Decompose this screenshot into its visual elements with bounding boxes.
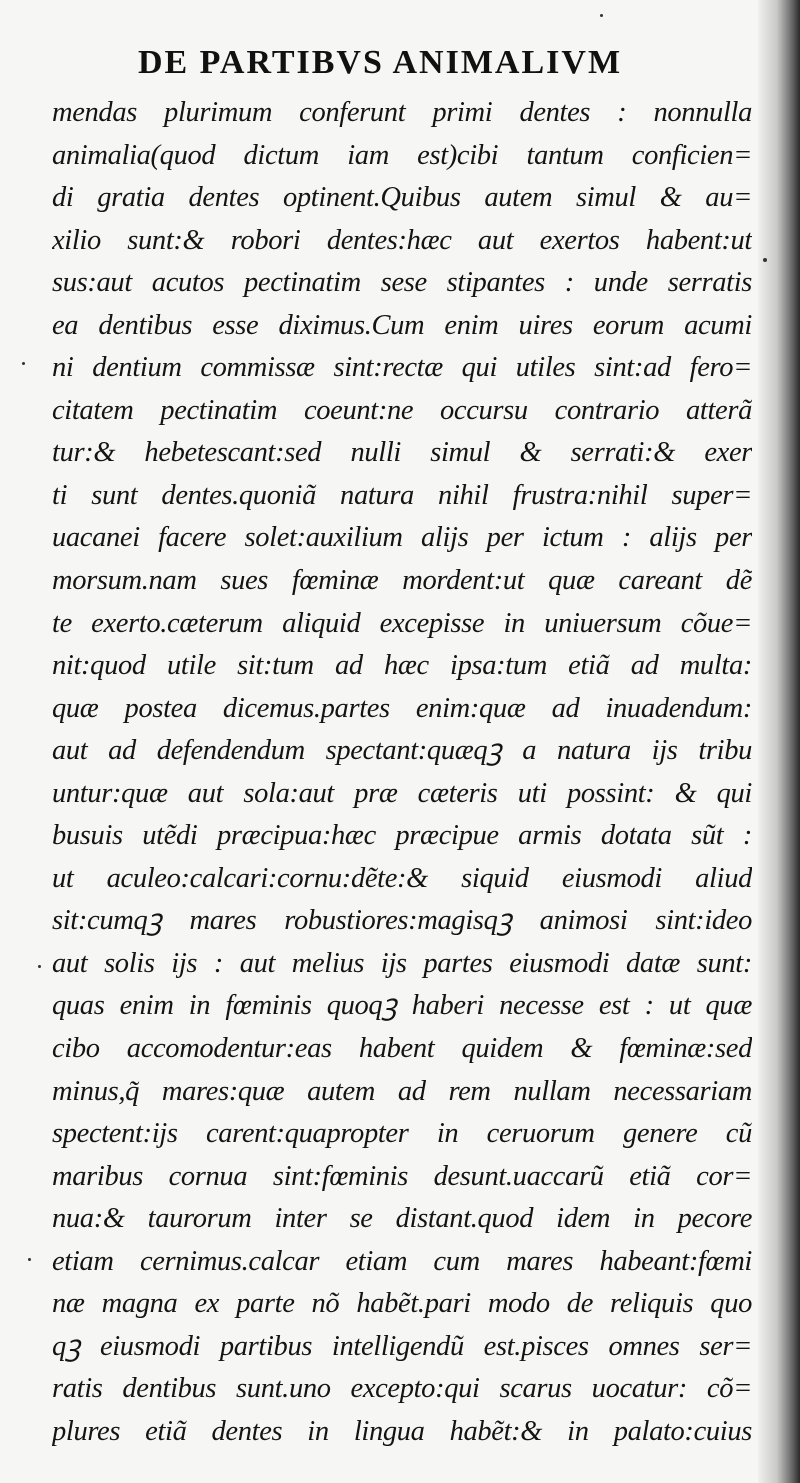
text-line: animalia(quod dictum iam est)cibi tantum conficien= xyxy=(52,139,752,171)
text-line: næ magna ex parte nõ habẽt.pari modo de reliquis quo xyxy=(52,1288,752,1320)
paper-speck xyxy=(600,14,603,17)
text-line: ni dentium commissæ sint:rectæ qui utiles sint:ad fero= xyxy=(52,352,752,384)
text-line: cibo accomodentur:eas habent quidem & fœminæ:sed xyxy=(52,1033,752,1065)
text-line: ti sunt dentes.quoniã natura nihil frustra:nihil super= xyxy=(52,479,752,511)
text-line: ut aculeo:calcari:cornu:dẽte:& siquid eiusmodi aliud xyxy=(52,862,752,894)
text-line: maribus cornua sint:fœminis desunt.uaccarũ etiã cor= xyxy=(52,1160,752,1192)
text-line: citatem pectinatim coeunt:ne occursu contrario atterã xyxy=(52,394,752,426)
text-line: quas enim in fœminis quoqꝫ haberi necesse est : ut quæ xyxy=(52,990,752,1022)
text-line: uacanei facere solet:auxilium alijs per ictum : alijs per xyxy=(52,522,752,554)
text-line: aut ad defendendum spectant:quæqꝫ a natura ijs tribu xyxy=(52,735,752,767)
text-line: mendas plurimum conferunt primi dentes : nonnulla xyxy=(52,97,752,128)
paper-speck xyxy=(28,1258,31,1261)
text-line: sit:cumqꝫ mares robustiores:magisqꝫ animosi sint:ideo xyxy=(52,905,752,937)
text-line: xilio sunt:& robori dentes:hæc aut exertos habent:ut xyxy=(52,224,752,256)
text-line: te exerto.cæterum aliquid excepisse in uniuersum cõue= xyxy=(52,607,752,639)
paper-speck xyxy=(38,965,41,968)
text-line: nua:& taurorum inter se distant.quod idem in pecore xyxy=(52,1203,752,1235)
text-line: minus,q̃ mares:quæ autem ad rem nullam necessariam xyxy=(52,1075,752,1107)
text-line: nit:quod utile sit:tum ad hæc ipsa:tum etiã ad multa: xyxy=(52,650,752,682)
page-spine-shadow xyxy=(758,0,800,1483)
body-text xyxy=(52,92,752,1454)
text-line: qꝫ eiusmodi partibus intelligendũ est.pisces omnes ser= xyxy=(52,1330,752,1362)
text-line: etiam cernimus.calcar etiam cum mares habeant:fœmi xyxy=(52,1245,752,1277)
paper-speck xyxy=(22,362,25,365)
text-line: busuis utẽdi præcipua:hæc præcipue armis dotata sũt : xyxy=(52,820,752,852)
text-line: ea dentibus esse diximus.Cum enim uires eorum acumi xyxy=(52,309,752,341)
text-line: untur:quæ aut sola:aut præ cæteris uti possint: & qui xyxy=(52,777,752,809)
paper-speck xyxy=(763,258,767,262)
text-line: aut solis ijs : aut melius ijs partes eiusmodi datæ sunt: xyxy=(52,947,752,979)
text-line: quæ postea dicemus.partes enim:quæ ad inuadendum: xyxy=(52,692,752,724)
text-line: morsum.nam sues fœminæ mordent:ut quæ careant dẽ xyxy=(52,565,752,597)
text-line: spectent:ijs carent:quapropter in ceruorum genere cũ xyxy=(52,1118,752,1150)
running-head: DE PARTIBVS ANIMALIVM xyxy=(137,44,623,81)
text-line: ratis dentibus sunt.uno excepto:qui scarus uocatur: cõ= xyxy=(52,1373,752,1405)
text-line: plures etiã dentes in lingua habẽt:& in palato:cuius xyxy=(52,1415,752,1447)
text-line: di gratia dentes optinent.Quibus autem simul & au= xyxy=(52,182,752,214)
text-line: sus:aut acutos pectinatim sese stipantes : unde serratis xyxy=(52,267,752,299)
text-line: tur:& hebetescant:sed nulli simul & serrati:& exer xyxy=(52,437,752,469)
